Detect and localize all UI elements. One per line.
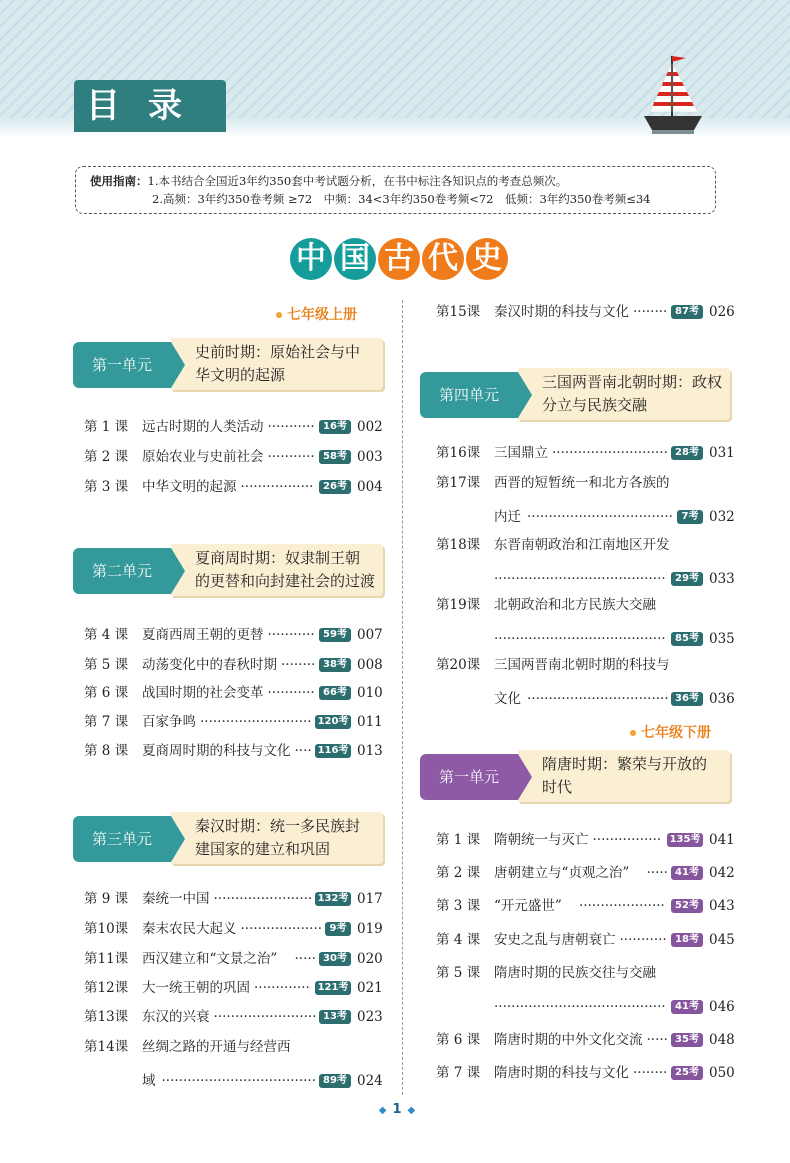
- leader-dots: ········································: [494, 999, 666, 1015]
- lesson-number: 第 9 课: [84, 891, 129, 907]
- lesson-title: 西汉建立和“文景之治”: [142, 951, 278, 967]
- leader-dots: ········: [633, 1065, 668, 1081]
- lesson-number: 第 5 课: [436, 965, 481, 981]
- lesson-title: 秦末农民大起义: [142, 921, 237, 937]
- lesson-number: 第 6 课: [84, 685, 129, 701]
- lesson-title: 三国两晋南北朝时期的科技与: [494, 657, 670, 673]
- frequency-badge: 29考: [671, 572, 703, 586]
- frequency-badge: 7考: [677, 510, 703, 524]
- lesson-title: 隋唐时期的中外文化交流: [494, 1032, 643, 1048]
- leader-dots: ····································: [161, 1073, 316, 1089]
- title-char: 国: [334, 238, 376, 280]
- lesson-number: 第 3 课: [436, 898, 481, 914]
- frequency-badge: 36考: [671, 692, 703, 706]
- leader-dots: ···········: [267, 419, 315, 435]
- page-number: 017: [357, 891, 383, 907]
- leader-dots: ·····: [294, 951, 316, 967]
- lesson-title: 隋朝统一与灭亡: [494, 832, 589, 848]
- lesson-title: 夏商周时期的科技与文化: [142, 743, 291, 759]
- column-divider: [402, 300, 403, 1095]
- leader-dots: ········: [633, 304, 668, 320]
- lesson-number: 第18课: [436, 537, 481, 553]
- lesson-number: 第10课: [84, 921, 129, 937]
- toc-row[interactable]: [84, 738, 384, 764]
- lesson-number: 第 5 课: [84, 657, 129, 673]
- unit-title: 三国两晋南北朝时期：政权 分立与民族交融: [518, 368, 730, 420]
- toc-row[interactable]: [84, 414, 384, 440]
- page-number: 002: [357, 419, 383, 435]
- lesson-number: 第 3 课: [84, 479, 129, 495]
- page-number: 008: [357, 657, 383, 673]
- page-number: 033: [709, 571, 735, 587]
- guide-line-1: 1.本书结合全国近3年约350套中考试题分析，在书中标注各知识点的考查总频次。: [147, 174, 568, 188]
- toc-row[interactable]: [84, 1004, 384, 1030]
- grade-label-upper: 七年级上册: [276, 304, 357, 324]
- toc-row[interactable]: [436, 470, 736, 530]
- leader-dots: ·····: [646, 865, 668, 881]
- toc-row[interactable]: [84, 474, 384, 500]
- toc-row[interactable]: [84, 622, 384, 648]
- unit-tag: 第一单元: [73, 342, 171, 388]
- frequency-badge: 18考: [671, 933, 703, 947]
- toc-row[interactable]: [436, 927, 736, 953]
- page-title: 目录: [74, 80, 226, 132]
- toc-row[interactable]: [436, 592, 736, 652]
- unit-tag: 第一单元: [420, 754, 518, 800]
- lesson-number: 第 6 课: [436, 1032, 481, 1048]
- page-number: 048: [709, 1032, 735, 1048]
- frequency-badge: 16考: [319, 420, 351, 434]
- guide-label: 使用指南：: [90, 174, 148, 188]
- leader-dots: ·············: [254, 980, 310, 996]
- frequency-badge: 89考: [319, 1074, 351, 1088]
- unit-header: [420, 750, 730, 802]
- unit-title: 史前时期：原始社会与中 华文明的起源: [171, 338, 383, 390]
- lesson-number: 第13课: [84, 1009, 129, 1025]
- grade-label-lower: 七年级下册: [630, 722, 711, 742]
- title-char: 古: [378, 238, 420, 280]
- title-char: 中: [290, 238, 332, 280]
- frequency-badge: 116考: [315, 744, 351, 758]
- lesson-title: 东汉的兴衰: [142, 1009, 210, 1025]
- lesson-number: 第 7 课: [436, 1065, 481, 1081]
- frequency-badge: 9考: [325, 922, 351, 936]
- lesson-title-continued: 域: [142, 1073, 156, 1089]
- frequency-badge: 59考: [319, 628, 351, 642]
- leader-dots: ·······················: [213, 891, 313, 907]
- toc-row[interactable]: [436, 893, 736, 919]
- lesson-number: 第 1 课: [436, 832, 481, 848]
- lesson-number: 第11课: [84, 951, 129, 967]
- toc-row[interactable]: [436, 960, 736, 1020]
- lesson-title: “开元盛世”: [494, 898, 562, 914]
- lesson-title: 三国鼎立: [494, 445, 548, 461]
- toc-row[interactable]: [84, 680, 384, 706]
- leader-dots: ········································: [494, 571, 666, 587]
- usage-guide: [75, 166, 716, 214]
- lesson-number: 第16课: [436, 445, 481, 461]
- leader-dots: ····: [294, 743, 312, 759]
- frequency-badge: 13考: [319, 1010, 351, 1024]
- toc-row[interactable]: [84, 709, 384, 735]
- lesson-number: 第 2 课: [436, 865, 481, 881]
- lesson-title: 东晋南朝政治和江南地区开发: [494, 537, 670, 553]
- page-number: 032: [709, 509, 735, 525]
- lesson-number: 第 2 课: [84, 449, 129, 465]
- leader-dots: ··································: [527, 509, 673, 525]
- lesson-title: 秦汉时期的科技与文化: [494, 304, 629, 320]
- frequency-badge: 132考: [315, 892, 351, 906]
- page-number: 003: [357, 449, 383, 465]
- leader-dots: ····················: [579, 898, 665, 914]
- lesson-title: 安史之乱与唐朝衰亡: [494, 932, 616, 948]
- page-number: 1: [392, 1102, 402, 1117]
- page-number: 011: [357, 714, 383, 730]
- leader-dots: ········: [281, 657, 316, 673]
- toc-row[interactable]: [436, 532, 736, 592]
- leader-dots: ···········: [267, 449, 315, 465]
- lesson-number: 第 4 课: [84, 627, 129, 643]
- toc-row[interactable]: [436, 860, 736, 886]
- toc-row[interactable]: [84, 975, 384, 1001]
- frequency-badge: 52考: [671, 899, 703, 913]
- frequency-badge: 30考: [319, 952, 351, 966]
- page-number: 035: [709, 631, 735, 647]
- page-number: 045: [709, 932, 735, 948]
- leader-dots: ···········: [619, 932, 667, 948]
- lesson-number: 第 1 课: [84, 419, 129, 435]
- page-number: 046: [709, 999, 735, 1015]
- unit-header: [420, 368, 730, 420]
- unit-title: 隋唐时期：繁荣与开放的 时代: [518, 750, 730, 802]
- toc-row[interactable]: [84, 916, 384, 942]
- page-number: 019: [357, 921, 383, 937]
- unit-title: 秦汉时期：统一多民族封 建国家的建立和巩固: [171, 812, 383, 864]
- lesson-number: 第15课: [436, 304, 481, 320]
- page-number: 043: [709, 898, 735, 914]
- page-number: 026: [709, 304, 735, 320]
- unit-header: [73, 812, 383, 864]
- frequency-badge: 121考: [315, 981, 351, 995]
- unit-tag: 第四单元: [420, 372, 518, 418]
- lesson-title: 隋唐时期的民族交往与交融: [494, 965, 656, 981]
- unit-title: 夏商周时期：奴隶制王朝 的更替和向封建社会的过渡: [171, 544, 383, 596]
- title-char: 史: [466, 238, 508, 280]
- frequency-badge: 35考: [671, 1033, 703, 1047]
- toc-row[interactable]: [436, 1027, 736, 1053]
- lesson-title: 动荡变化中的春秋时期: [142, 657, 277, 673]
- unit-header: [73, 544, 383, 596]
- frequency-badge: 26考: [319, 480, 351, 494]
- frequency-badge: 66考: [319, 686, 351, 700]
- leader-dots: ···················: [240, 921, 323, 937]
- toc-row[interactable]: [84, 444, 384, 470]
- lesson-title: 原始农业与史前社会: [142, 449, 264, 465]
- toc-row[interactable]: [84, 1034, 384, 1094]
- lesson-title: 唐朝建立与“贞观之治”: [494, 865, 630, 881]
- toc-row[interactable]: [436, 440, 736, 466]
- leader-dots: ·································: [527, 691, 669, 707]
- frequency-badge: 28考: [671, 446, 703, 460]
- page-number: 050: [709, 1065, 735, 1081]
- toc-row[interactable]: [84, 652, 384, 678]
- frequency-badge: 135考: [667, 833, 703, 847]
- leader-dots: ················: [592, 832, 662, 848]
- lesson-title-continued: 内迁: [494, 509, 521, 525]
- leader-dots: ········································: [494, 631, 666, 647]
- unit-tag: 第三单元: [73, 816, 171, 862]
- lesson-number: 第20课: [436, 657, 481, 673]
- lesson-title: 北朝政治和北方民族大交融: [494, 597, 656, 613]
- lesson-title: 隋唐时期的科技与文化: [494, 1065, 629, 1081]
- frequency-badge: 38考: [319, 658, 351, 672]
- lesson-title: 大一统王朝的巩固: [142, 980, 250, 996]
- lesson-title: 远古时期的人类活动: [142, 419, 264, 435]
- frequency-badge: 25考: [671, 1066, 703, 1080]
- page-number: 021: [357, 980, 383, 996]
- page-number: 036: [709, 691, 735, 707]
- toc-row[interactable]: [436, 652, 736, 712]
- toc-row[interactable]: [436, 1060, 736, 1086]
- page-number: 041: [709, 832, 735, 848]
- page-number: 024: [357, 1073, 383, 1089]
- toc-row[interactable]: [84, 886, 384, 912]
- title-char: 代: [422, 238, 464, 280]
- toc-row[interactable]: [84, 946, 384, 972]
- unit-header: [73, 338, 383, 390]
- lesson-number: 第17课: [436, 475, 481, 491]
- guide-line-2: 2.高频：3年约350卷考频 ≥72 中频：34<3年约350卷考频<72 低频：3年约350卷考频≤34: [152, 192, 651, 206]
- leader-dots: ···········: [267, 685, 315, 701]
- page-number: 007: [357, 627, 383, 643]
- lesson-title: 百家争鸣: [142, 714, 196, 730]
- page-number: 013: [357, 743, 383, 759]
- leader-dots: ·················: [240, 479, 314, 495]
- lesson-number: 第 7 课: [84, 714, 129, 730]
- lesson-title: 战国时期的社会变革: [142, 685, 264, 701]
- lesson-title: 西晋的短暂统一和北方各族的: [494, 475, 670, 491]
- sailboat-icon: [632, 52, 712, 136]
- frequency-badge: 41考: [671, 866, 703, 880]
- frequency-badge: 85考: [671, 632, 703, 646]
- page-number: 031: [709, 445, 735, 461]
- leader-dots: ···························: [552, 445, 668, 461]
- page-number: 004: [357, 479, 383, 495]
- toc-row[interactable]: [436, 299, 736, 325]
- frequency-badge: 41考: [671, 1000, 703, 1014]
- lesson-number: 第 4 课: [436, 932, 481, 948]
- book-title: [290, 238, 508, 282]
- lesson-number: 第19课: [436, 597, 481, 613]
- page-number: 042: [709, 865, 735, 881]
- page-number: 010: [357, 685, 383, 701]
- leader-dots: ························: [213, 1009, 317, 1025]
- lesson-title-continued: 文化: [494, 691, 521, 707]
- leader-dots: ···········: [267, 627, 315, 643]
- lesson-title: 中华文明的起源: [142, 479, 237, 495]
- lesson-title: 秦统一中国: [142, 891, 210, 907]
- frequency-badge: 87考: [671, 305, 703, 319]
- frequency-badge: 120考: [315, 715, 351, 729]
- page-number: 020: [357, 951, 383, 967]
- lesson-number: 第12课: [84, 980, 129, 996]
- lesson-number: 第14课: [84, 1039, 129, 1055]
- lesson-title: 夏商西周王朝的更替: [142, 627, 264, 643]
- leader-dots: ·····: [646, 1032, 668, 1048]
- toc-row[interactable]: [436, 827, 736, 853]
- page-number: 023: [357, 1009, 383, 1025]
- leader-dots: ··························: [200, 714, 312, 730]
- lesson-title: 丝绸之路的开通与经营西: [142, 1039, 291, 1055]
- frequency-badge: 58考: [319, 450, 351, 464]
- unit-tag: 第二单元: [73, 548, 171, 594]
- lesson-number: 第 8 课: [84, 743, 129, 759]
- page-footer: ◆ 1 ◆: [378, 1102, 416, 1117]
